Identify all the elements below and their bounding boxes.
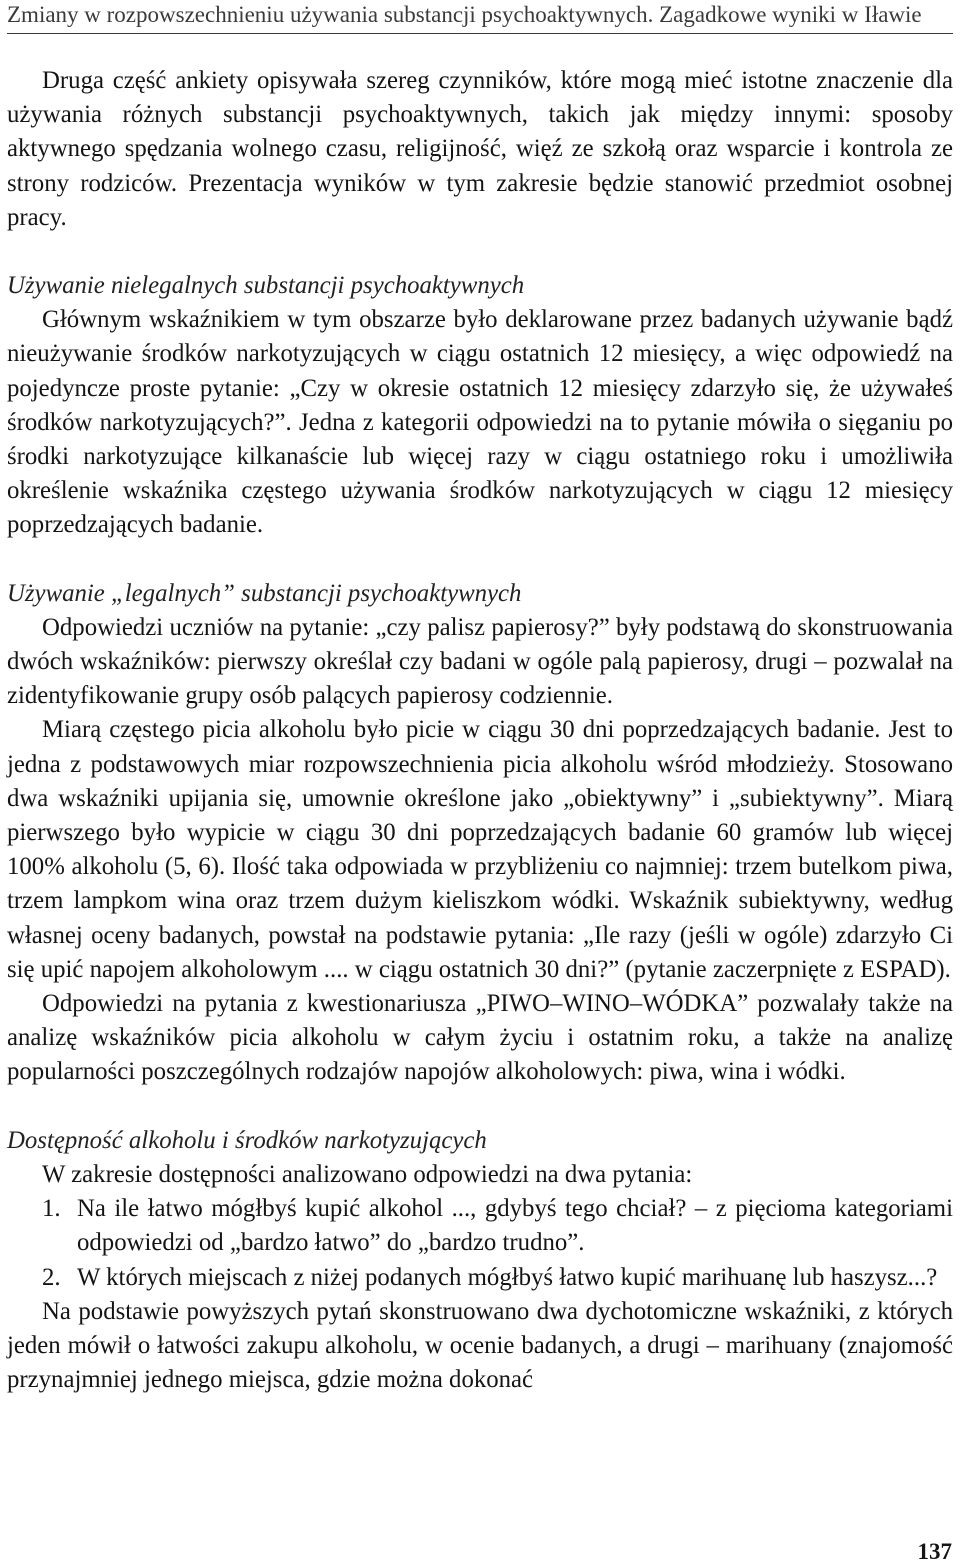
running-header: Zmiany w rozpowszechnieniu używania substancji psychoaktywnych. Zagadkowe wyniki w Iławie bbox=[7, 2, 922, 27]
list-item-text: Na ile łatwo mógłbyś kupić alkohol ..., gdybyś tego chciał? – z pięcioma kategoriami odpowiedzi od „bardzo łatwo” do „bardzo trudno”. bbox=[77, 1195, 953, 1257]
question-list bbox=[7, 1192, 953, 1295]
availability-lead: W zakresie dostępności analizowano odpowiedzi na dwa pytania: bbox=[42, 1160, 693, 1188]
intro-paragraph: Druga część ankiety opisywała szereg czynników, które mogą mieć istotne znaczenie dla używania różnych substancji psychoaktywnych, takich jak między innymi: sposoby aktywnego spędzania wolnego czasu, religijność, więź ze szkołą oraz wsparcie i kontrola ze strony rodziców. Prezentacja wyników w tym zakresie będzie stanowić przedmiot osobnej pracy. bbox=[7, 67, 953, 231]
page-body bbox=[7, 64, 953, 1397]
list-item bbox=[7, 1261, 953, 1295]
availability-closing: Na podstawie powyższych pytań skonstruowano dwa dychotomiczne wskaźniki, z których jeden mówił o łatwości zakupu alkoholu, w ocenie badanych, a drugi – marihuany (znajomość przynajmniej jednego miejsca, gdzie można dokonać bbox=[7, 1297, 953, 1394]
paragraph-illegal: Głównym wskaźnikiem w tym obszarze było deklarowane przez badanych używanie bądź nieużywanie środków narkotyzujących w ciągu ostatnich 12 miesięcy, a więc odpowiedź na pojedyncze proste pytanie: „Czy w okresie ostatnich 12 miesięcy zdarzyło się, że używałeś środków narkotyzujących?”. Jedna z kategorii odpowiedzi na to pytanie mówiła o sięganiu po środki narkotyzujące kilkanaście lub więcej razy w ciągu ostatniego roku i umożliwiła określenie wskaźnika częstego używania środków narkotyzujących w ciągu 12 miesięcy poprzedzających badanie. bbox=[7, 306, 953, 539]
list-item bbox=[7, 1192, 953, 1260]
paragraph-smoking: Odpowiedzi uczniów na pytanie: „czy palisz papierosy?” były podstawą do skonstruowania dwóch wskaźników: pierwszy określał czy badani w ogóle palą papierosy, drugi – pozwalał na zidentyfikowanie grupy osób palących papierosy codziennie. bbox=[7, 613, 953, 710]
paragraph-questionnaire: Odpowiedzi na pytania z kwestionariusza „PIWO–WINO–WÓDKA” pozwalały także na analizę wskaźników picia alkoholu w całym życiu i ostatnim roku, a także na analizę popularności poszczególnych rodzajów napojów alkoholowych: piwa, wina i wódki. bbox=[7, 990, 953, 1086]
paragraph-alcohol-measures: Miarą częstego picia alkoholu było picie w ciągu 30 dni poprzedzających badanie. Jest to jedna z podstawowych miar rozpowszechnienia picia alkoholu wśród młodzieży. Stosowano dwa wskaźniki upijania się, umownie określone jako „obiektywny” i „subiektywny”. Miarą pierwszego było wypicie w ciągu 30 dni poprzedzających badanie 60 gramów lub więcej 100% alkoholu (5, 6). Ilość taka odpowiada w przybliżeniu co najmniej: trzem butelkom piwa, trzem lampkom wina oraz trzem dużym kieliszkom wódki. Wskaźnik subiektywny, według własnej oceny badanych, powstał na podstawie pytania: „Ile razy (jeśli w ogóle) zdarzyło Ci się upić napojem alkoholowym .... w ciągu ostatnich 30 dni?” (pytanie zaczerpnięte z ESPAD). bbox=[7, 716, 953, 983]
list-item-number: 1. bbox=[42, 1195, 61, 1223]
page-number: 137 bbox=[917, 1539, 952, 1564]
section-heading-illegal: Używanie nielegalnych substancji psychoaktywnych bbox=[7, 272, 525, 300]
list-item-text: W których miejscach z niżej podanych mógłbyś łatwo kupić marihuanę lub haszysz...? bbox=[77, 1263, 938, 1291]
section-heading-legal: Używanie „legalnych” substancji psychoaktywnych bbox=[7, 579, 522, 607]
section-heading-availability: Dostępność alkoholu i środków narkotyzujących bbox=[7, 1126, 487, 1154]
list-item-number: 2. bbox=[42, 1263, 61, 1291]
header-rule bbox=[7, 33, 953, 34]
